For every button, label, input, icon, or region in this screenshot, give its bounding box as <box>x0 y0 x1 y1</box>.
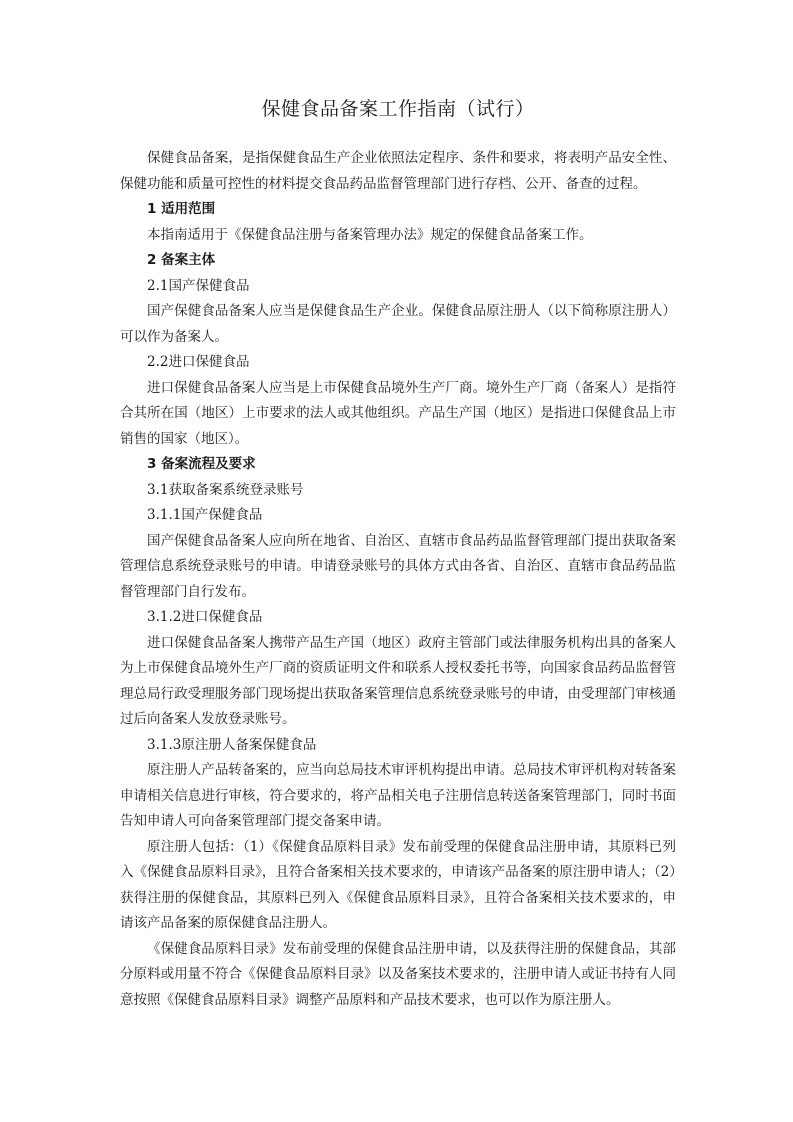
section-3-1-2-heading: 3.1.2进口保健食品 <box>147 609 263 625</box>
section-3-1-1-text: 国产保健食品备案人应向所在地省、自治区、直辖市食品药品监督管理部门提出获取备案管理信息系统登录账号的申请。申请登录账号的具体方式由各省、自治区、直辖市食品药品监督管理部门自行发布。 <box>120 532 676 600</box>
section-3-1-3-text-3: 《保健食品原料目录》发布前受理的保健食品注册申请，以及获得注册的保健食品，其部分原料或用量不符合《保健食品原料目录》以及备案技术要求的，注册申请人或证书持有人同意按照《保健食品原料目录》调整产品原料和产品技术要求，也可以作为原注册人。 <box>120 940 676 1008</box>
section-2-1-heading: 2.1国产保健食品 <box>147 277 250 294</box>
section-2-2-heading: 2.2进口保健食品 <box>147 354 250 370</box>
section-3-1-heading: 3.1获取备案系统登录账号 <box>147 481 304 498</box>
section-3-1-2-text: 进口保健食品备案人携带产品生产国（地区）政府主管部门或法律服务机构出具的备案人为上市保健食品境外生产厂商的资质证明文件和联系人授权委托书等，向国家食品药品监督管理总局行政受理服务部门现场提出获取备案管理信息系统登录账号的申请，由受理部门审核通过后向备案人发放登录账号。 <box>120 634 676 727</box>
section-3-heading: 3 备案流程及要求 <box>147 456 256 472</box>
section-1-heading: 1 适用范围 <box>147 201 216 217</box>
section-2-1-text: 国产保健食品备案人应当是保健食品生产企业。保健食品原注册人（以下简称原注册人）可以作为备案人。 <box>120 303 676 345</box>
section-3-1-3-text-2: 原注册人包括：（1）《保健食品原料目录》发布前受理的保健食品注册申请，其原料已列入《保健食品原料目录》，且符合备案相关技术要求的，申请该产品备案的原注册申请人；（2）获得注册的保健食品，其原料已列入《保健食品原料目录》，且符合备案相关技术要求的，申请该产品备案的原保健食品注册人。 <box>120 838 676 931</box>
document-page <box>120 96 676 1013</box>
document-title: 保健食品备案工作指南（试行） <box>261 98 535 120</box>
section-3-1-3-heading: 3.1.3原注册人备案保健食品 <box>147 736 317 753</box>
section-3-1-3-text-1: 原注册人产品转备案的，应当向总局技术审评机构提出申请。总局技术审评机构对转备案申请相关信息进行审核，符合要求的，将产品相关电子注册信息转送备案管理部门，同时书面告知申请人可向备案管理部门提交备案申请。 <box>120 762 676 829</box>
section-2-heading: 2 备案主体 <box>147 252 216 268</box>
section-1-text: 本指南适用于《保健食品注册与备案管理办法》规定的保健食品备案工作。 <box>147 226 593 243</box>
section-2-2-text: 进口保健食品备案人应当是上市保健食品境外生产厂商。境外生产厂商（备案人）是指符合其所在国（地区）上市要求的法人或其他组织。产品生产国（地区）是指进口保健食品上市销售的国家（地区）。 <box>120 379 676 447</box>
section-3-1-1-heading: 3.1.1国产保健食品 <box>147 507 263 523</box>
intro-paragraph: 保健食品备案，是指保健食品生产企业依照法定程序、条件和要求，将表明产品安全性、保健功能和质量可控性的材料提交食品药品监督管理部门进行存档、公开、备查的过程。 <box>120 150 676 192</box>
